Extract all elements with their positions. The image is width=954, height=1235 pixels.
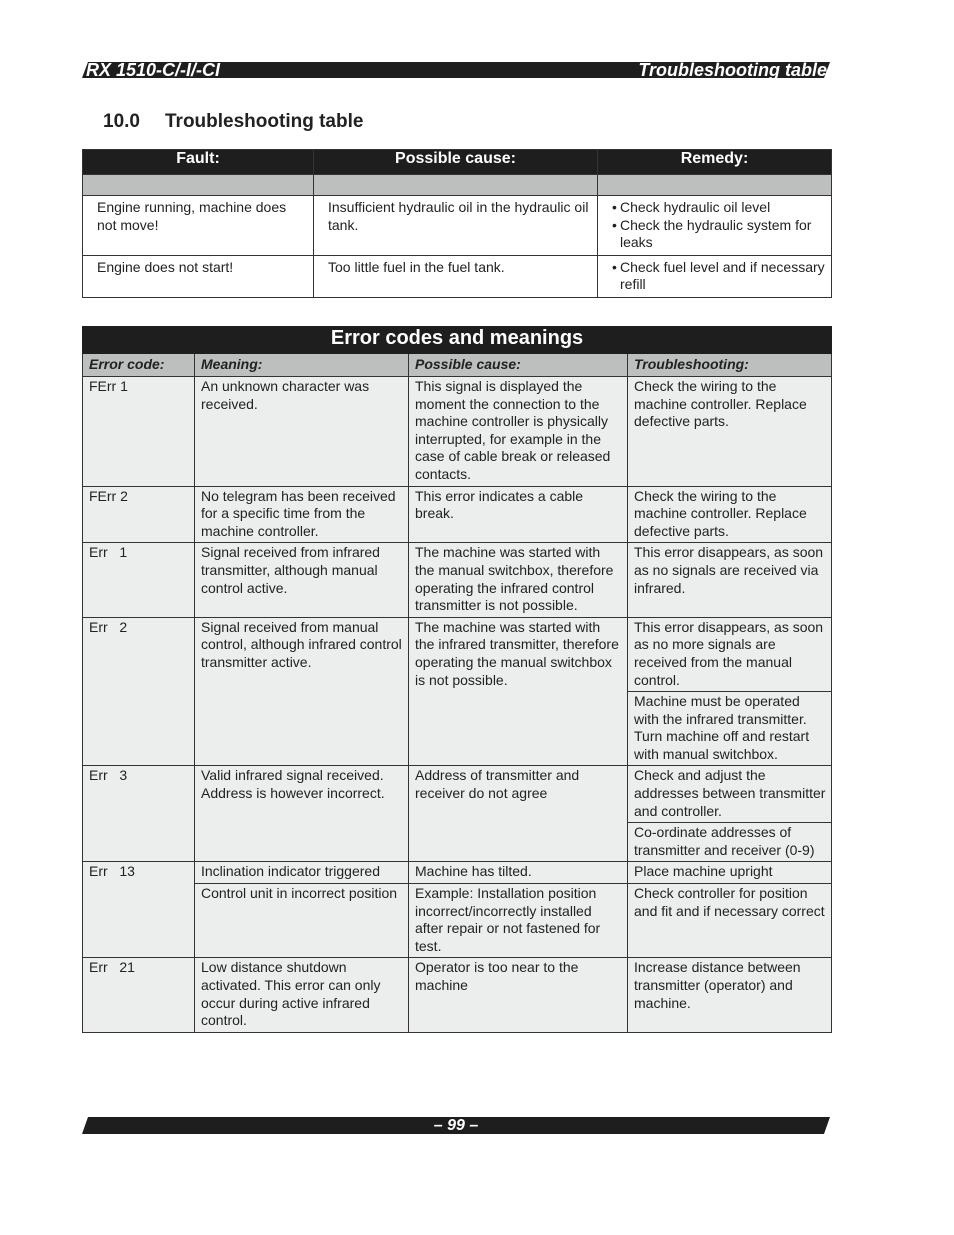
column-header-remedy: Remedy:: [598, 150, 832, 175]
error-cause: Example: Installation position incorrect/incorrectly installed after repair or not fastened for test.: [409, 884, 628, 958]
error-meaning: Inclination indicator triggered: [195, 862, 409, 884]
error-fix: Place machine upright: [628, 862, 832, 884]
error-fix: Check the wiring to the machine controller. Replace defective parts.: [628, 377, 832, 487]
table-row: [83, 255, 832, 297]
error-meaning: An unknown character was received.: [195, 377, 409, 487]
error-code: Err 2: [83, 617, 195, 766]
error-fix: Check the wiring to the machine controller. Replace defective parts.: [628, 486, 832, 543]
remedy-cell: [598, 196, 832, 256]
column-header-fault: Fault:: [83, 150, 314, 175]
cause-cell: Insufficient hydraulic oil in the hydraulic oil tank.: [314, 196, 598, 256]
table-row: [83, 543, 832, 617]
spacer-row: [83, 175, 832, 196]
error-meaning: Low distance shutdown activated. This error can only occur during active infrared control.: [195, 958, 409, 1032]
error-meaning: Signal received from infrared transmitter, although manual control active.: [195, 543, 409, 617]
table-row: [83, 196, 832, 256]
error-cause: Address of transmitter and receiver do not agree: [409, 766, 628, 862]
table-header-row: [83, 150, 832, 175]
column-header-troubleshooting: Troubleshooting:: [628, 354, 832, 377]
error-codes-table: [82, 326, 832, 1033]
error-code: Err 21: [83, 958, 195, 1032]
error-cause: This signal is displayed the moment the connection to the machine controller is physically interrupted, for example in the case of cable break or released contacts.: [409, 377, 628, 487]
error-table-title: Error codes and meanings: [83, 327, 832, 354]
error-cause: The machine was started with the manual switchbox, therefore operating the infrared control transmitter is not possible.: [409, 543, 628, 617]
table-row: [83, 486, 832, 543]
error-fix: Co-ordinate addresses of transmitter and receiver (0-9): [628, 823, 832, 862]
page-title: [103, 111, 363, 133]
cause-cell: Too little fuel in the fuel tank.: [314, 255, 598, 297]
error-cause: Operator is too near to the machine: [409, 958, 628, 1032]
column-header-cause: Possible cause:: [409, 354, 628, 377]
error-fix: Check and adjust the addresses between transmitter and controller.: [628, 766, 832, 823]
error-fix: Increase distance between transmitter (operator) and machine.: [628, 958, 832, 1032]
list-item: • Check hydraulic oil level: [612, 199, 771, 215]
column-header-cause: Possible cause:: [314, 150, 598, 175]
error-code: Err 3: [83, 766, 195, 862]
error-fix: This error disappears, as soon as no signals are received via infrared.: [628, 543, 832, 617]
error-table-header-row: [83, 354, 832, 377]
error-meaning: Valid infrared signal received. Address is however incorrect.: [195, 766, 409, 862]
error-cause: This error indicates a cable break.: [409, 486, 628, 543]
header-section: Troubleshooting table: [638, 60, 827, 80]
error-code: FErr 1: [83, 377, 195, 487]
table-row: [83, 377, 832, 487]
column-header-code: Error code:: [83, 354, 195, 377]
section-number: 10.0: [103, 111, 140, 132]
table-row: [83, 862, 832, 884]
troubleshooting-table: [82, 149, 832, 298]
page-number: – 99 –: [433, 1117, 479, 1134]
table-row: [83, 884, 832, 958]
error-fix: This error disappears, as soon as no more signals are received from the manual control.: [628, 617, 832, 691]
error-code: Err 1: [83, 543, 195, 617]
error-fix: Check controller for position and fit and if necessary correct: [628, 884, 832, 958]
column-header-meaning: Meaning:: [195, 354, 409, 377]
error-fix: Machine must be operated with the infrared transmitter. Turn machine off and restart with manual switchbox.: [628, 692, 832, 766]
remedy-cell: [598, 255, 832, 297]
error-table-title-row: [83, 327, 832, 354]
fault-cell: Engine does not start!: [83, 255, 314, 297]
error-meaning: Control unit in incorrect position: [195, 884, 409, 958]
fault-cell: Engine running, machine does not move!: [83, 196, 314, 256]
table-row: [83, 958, 832, 1032]
error-meaning: No telegram has been received for a specific time from the machine controller.: [195, 486, 409, 543]
error-code: Err 13: [83, 862, 195, 958]
list-item: • Check fuel level and if necessary refill: [612, 258, 825, 292]
table-row: [83, 617, 832, 691]
error-code: FErr 2: [83, 486, 195, 543]
error-meaning: Signal received from manual control, although infrared control transmitter active.: [195, 617, 409, 766]
list-item: • Check the hydraulic system for leaks: [612, 216, 812, 250]
section-title-text: Troubleshooting table: [165, 111, 364, 132]
error-cause: The machine was started with the infrared transmitter, therefore operating the manual switchbox is not possible.: [409, 617, 628, 766]
table-row: [83, 766, 832, 823]
header-model: RX 1510-C/-I/-CI: [86, 60, 221, 80]
error-cause: Machine has tilted.: [409, 862, 628, 884]
